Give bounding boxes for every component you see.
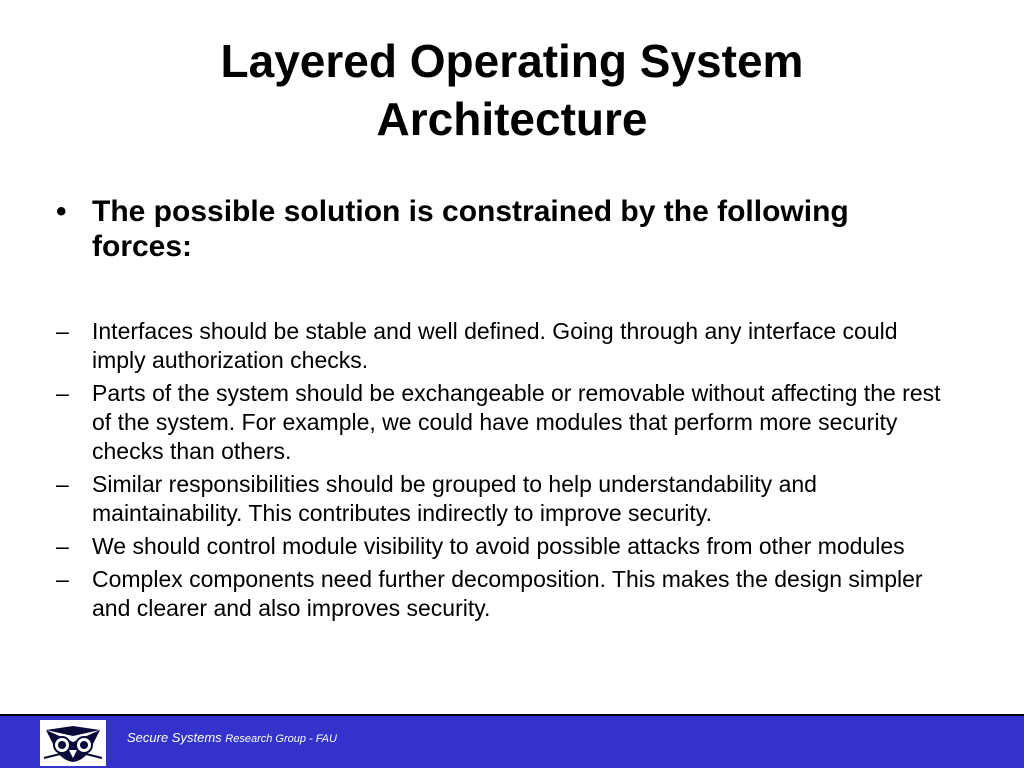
main-bullet bbox=[56, 194, 856, 264]
dash-marker: – bbox=[56, 566, 69, 592]
dash-marker: – bbox=[56, 533, 69, 559]
sub-bullet-decomposition bbox=[56, 565, 956, 623]
slide-title bbox=[0, 32, 1024, 148]
dash-marker: – bbox=[56, 380, 69, 406]
dash-marker: – bbox=[56, 318, 69, 344]
main-bullet-text: The possible solution is constrained by the following forces: bbox=[92, 195, 849, 263]
footer-org-name bbox=[127, 730, 337, 747]
sub-bullet-exchangeable-parts bbox=[56, 379, 956, 466]
footer-org-part-1: Secure Systems bbox=[127, 730, 226, 745]
slide-title-line-1: Layered Operating System bbox=[220, 35, 804, 87]
bullet-marker: • bbox=[56, 195, 67, 228]
sub-bullet-module-visibility bbox=[56, 532, 956, 561]
sub-bullet-list bbox=[56, 317, 956, 627]
sub-bullet-text: Similar responsibilities should be grouped to help understandability and maintainability. This contributes indirectly to improve security. bbox=[92, 471, 817, 526]
slide-title-line-2: Architecture bbox=[376, 93, 648, 145]
sub-bullet-responsibilities bbox=[56, 470, 956, 528]
owl-logo-icon bbox=[40, 720, 106, 766]
sub-bullet-text: We should control module visibility to avoid possible attacks from other modules bbox=[92, 533, 905, 559]
sub-bullet-text: Interfaces should be stable and well defined. Going through any interface could imply authorization checks. bbox=[92, 318, 898, 373]
dash-marker: – bbox=[56, 471, 69, 497]
footer-bar bbox=[0, 714, 1024, 768]
sub-bullet-text: Parts of the system should be exchangeable or removable without affecting the rest of the system. For example, we could have modules that perform more security checks than others. bbox=[92, 380, 941, 464]
footer-org-part-2: Research Group - FAU bbox=[225, 733, 337, 745]
sub-bullet-interfaces bbox=[56, 317, 956, 375]
sub-bullet-text: Complex components need further decomposition. This makes the design simpler and clearer and also improves security. bbox=[92, 566, 923, 621]
